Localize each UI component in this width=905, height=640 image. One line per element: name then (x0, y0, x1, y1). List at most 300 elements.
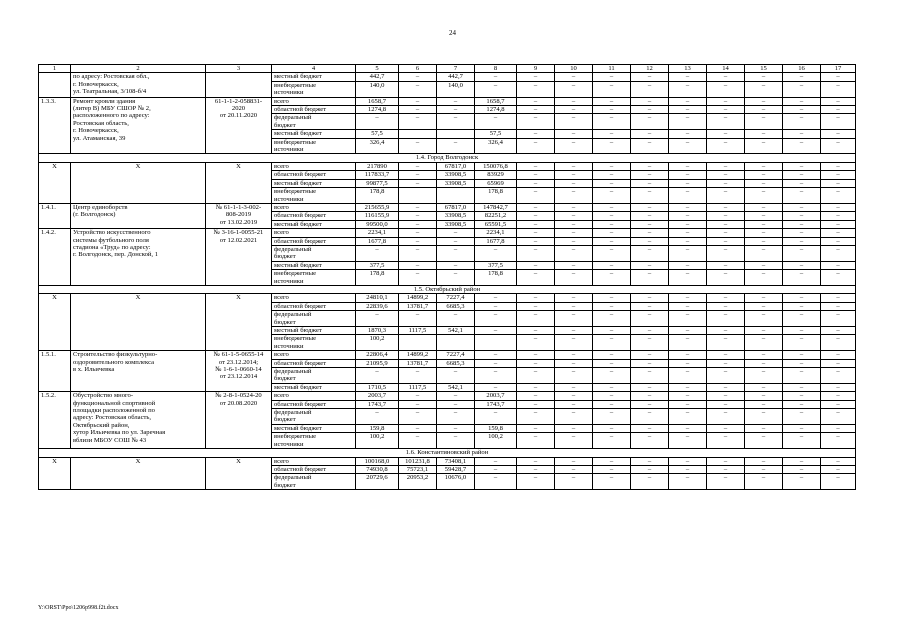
value-col-9: – (517, 335, 555, 351)
funding-source: местный бюджет (272, 424, 356, 432)
table-row (39, 162, 856, 170)
value-col-6: 14899,2 (399, 351, 437, 359)
value-col-6: 101231,8 (399, 457, 437, 465)
value-col-5: 442,7 (356, 73, 399, 81)
value-col-7: 542,1 (437, 383, 475, 391)
item-name: Ремонт кровли здания (литер В) МБУ СШОР № 2, расположенного по адресу: Ростовская область, г. Новочеркасск, ул. Атаманская, 39 (71, 97, 206, 154)
value-col-8: 178,8 (475, 270, 517, 286)
value-col-11: – (593, 97, 631, 105)
file-path-footer: Y:\ORST\Ppo\1206p998.f2t.docx (38, 605, 119, 611)
funding-source: местный бюджет (272, 383, 356, 391)
value-col-16: – (783, 400, 821, 408)
table-row (39, 392, 856, 400)
budget-table (38, 64, 856, 490)
value-col-11: – (593, 245, 631, 261)
value-col-15: – (745, 130, 783, 138)
value-col-16: – (783, 270, 821, 286)
value-col-17: – (821, 368, 856, 384)
value-col-8: 2234,1 (475, 229, 517, 237)
value-col-9: – (517, 245, 555, 261)
value-col-16: – (783, 106, 821, 114)
value-col-12: – (631, 368, 669, 384)
value-col-13: – (669, 245, 707, 261)
value-col-14: – (707, 179, 745, 187)
value-col-17: – (821, 73, 856, 81)
value-col-15: – (745, 433, 783, 449)
funding-source: областной бюджет (272, 400, 356, 408)
value-col-5: 117833,7 (356, 171, 399, 179)
value-col-6: – (399, 424, 437, 432)
value-col-12: – (631, 229, 669, 237)
value-col-7: – (437, 97, 475, 105)
value-col-12: – (631, 220, 669, 228)
value-col-11: – (593, 162, 631, 170)
value-col-6: 20953,2 (399, 474, 437, 490)
value-col-8 (475, 335, 517, 351)
value-col-16: – (783, 229, 821, 237)
funding-source: областной бюджет (272, 106, 356, 114)
value-col-13: – (669, 433, 707, 449)
value-col-7: – (437, 368, 475, 384)
value-col-13: – (669, 179, 707, 187)
value-col-16: – (783, 245, 821, 261)
value-col-12: – (631, 359, 669, 367)
section-title-row (39, 154, 856, 162)
value-col-5: 2234,1 (356, 229, 399, 237)
value-col-12: – (631, 114, 669, 130)
value-col-5: 1677,8 (356, 237, 399, 245)
value-col-17: – (821, 465, 856, 473)
value-col-13: – (669, 261, 707, 269)
funding-source: всего (272, 457, 356, 465)
value-col-5: 1274,8 (356, 106, 399, 114)
value-col-10: – (555, 383, 593, 391)
value-col-16: – (783, 73, 821, 81)
value-col-13: – (669, 188, 707, 204)
value-col-16: – (783, 302, 821, 310)
item-name: Обустройство много- функциональной спортивной площадки расположенной по адресу: Ростовская область, Октябрьский район, хутор Ильичевка по ул. Заречная вблизи МБОУ СОШ № 43 (71, 392, 206, 449)
value-col-8: 1274,8 (475, 106, 517, 114)
value-col-16: – (783, 130, 821, 138)
value-col-10: – (555, 433, 593, 449)
value-col-14: – (707, 229, 745, 237)
value-col-10: – (555, 351, 593, 359)
value-col-7: – (437, 106, 475, 114)
value-col-8: – (475, 81, 517, 97)
value-col-6: 14899,2 (399, 294, 437, 302)
value-col-6: – (399, 97, 437, 105)
value-col-11: – (593, 359, 631, 367)
value-col-10: – (555, 212, 593, 220)
value-col-14: – (707, 73, 745, 81)
value-col-16: – (783, 212, 821, 220)
item-document: 61-1-1-2-058831- 2020 от 20.11.2020 (206, 97, 272, 154)
value-col-11: – (593, 302, 631, 310)
value-col-15: – (745, 261, 783, 269)
value-col-10: – (555, 294, 593, 302)
value-col-10: – (555, 368, 593, 384)
value-col-7: – (437, 245, 475, 261)
value-col-12: – (631, 392, 669, 400)
value-col-13: – (669, 106, 707, 114)
value-col-8: – (475, 302, 517, 310)
value-col-6: – (399, 400, 437, 408)
value-col-16: – (783, 335, 821, 351)
value-col-17: – (821, 171, 856, 179)
value-col-7: – (437, 114, 475, 130)
value-col-14: – (707, 212, 745, 220)
value-col-7 (437, 130, 475, 138)
funding-source: местный бюджет (272, 327, 356, 335)
value-col-6: – (399, 162, 437, 170)
value-col-15: – (745, 392, 783, 400)
item-document: X (206, 162, 272, 203)
item-document: № 61-1-5-0655-14 от 23.12.2014; № 1-6-1-0660-14 от 23.12.2014 (206, 351, 272, 392)
column-header-7: 7 (437, 65, 475, 73)
column-header-6: 6 (399, 65, 437, 73)
value-col-10: – (555, 261, 593, 269)
value-col-10: – (555, 327, 593, 335)
table-row (39, 73, 856, 81)
funding-source: местный бюджет (272, 130, 356, 138)
value-col-15: – (745, 327, 783, 335)
value-col-15: – (745, 81, 783, 97)
value-col-5: 217890 (356, 162, 399, 170)
item-name: Строительство физкультурно- оздоровительного комплекса в х. Ильичевка (71, 351, 206, 392)
value-col-10: – (555, 188, 593, 204)
value-col-11: – (593, 311, 631, 327)
value-col-13: – (669, 97, 707, 105)
value-col-8: 65969 (475, 179, 517, 187)
value-col-15: – (745, 383, 783, 391)
value-col-13: – (669, 270, 707, 286)
value-col-7: – (437, 261, 475, 269)
value-col-13: – (669, 311, 707, 327)
value-col-16: – (783, 359, 821, 367)
value-col-10: – (555, 237, 593, 245)
value-col-14: – (707, 220, 745, 228)
table-row (39, 203, 856, 211)
funding-source: внебюджетные источники (272, 188, 356, 204)
value-col-6: – (399, 245, 437, 261)
value-col-10: – (555, 97, 593, 105)
value-col-17: – (821, 188, 856, 204)
value-col-12: – (631, 203, 669, 211)
value-col-7: 33908,5 (437, 220, 475, 228)
value-col-11: – (593, 335, 631, 351)
value-col-7: 542,1 (437, 327, 475, 335)
item-number: 1.4.1. (39, 203, 71, 228)
value-col-10: – (555, 245, 593, 261)
value-col-16: – (783, 179, 821, 187)
item-document: X (206, 457, 272, 490)
value-col-8: – (475, 368, 517, 384)
value-col-9: – (517, 81, 555, 97)
value-col-8: – (475, 245, 517, 261)
value-col-5: 326,4 (356, 138, 399, 154)
value-col-7: – (437, 270, 475, 286)
value-col-12: – (631, 237, 669, 245)
value-col-17: – (821, 106, 856, 114)
value-col-17: – (821, 245, 856, 261)
value-col-14: – (707, 294, 745, 302)
column-header-1: 1 (39, 65, 71, 73)
value-col-13: – (669, 171, 707, 179)
table-row (39, 457, 856, 465)
value-col-5: 377,5 (356, 261, 399, 269)
value-col-16: – (783, 465, 821, 473)
value-col-14: – (707, 359, 745, 367)
value-col-14: – (707, 327, 745, 335)
value-col-15: – (745, 179, 783, 187)
value-col-5: 20729,6 (356, 474, 399, 490)
value-col-12: – (631, 212, 669, 220)
value-col-6: – (399, 433, 437, 449)
value-col-14: – (707, 474, 745, 490)
value-col-6: – (399, 311, 437, 327)
value-col-15: – (745, 229, 783, 237)
value-col-9: – (517, 261, 555, 269)
value-col-10: – (555, 73, 593, 81)
value-col-17: – (821, 229, 856, 237)
value-col-13: – (669, 351, 707, 359)
value-col-6: – (399, 81, 437, 97)
value-col-5: 99877,5 (356, 179, 399, 187)
value-col-9: – (517, 270, 555, 286)
value-col-10: – (555, 424, 593, 432)
value-col-17: – (821, 351, 856, 359)
value-col-13: – (669, 465, 707, 473)
value-col-7: – (437, 392, 475, 400)
value-col-17: – (821, 294, 856, 302)
table-row (39, 351, 856, 359)
value-col-12: – (631, 171, 669, 179)
column-header-3: 3 (206, 65, 272, 73)
value-col-14: – (707, 424, 745, 432)
value-col-11: – (593, 457, 631, 465)
value-col-8: – (475, 73, 517, 81)
value-col-8: – (475, 457, 517, 465)
value-col-7: 33908,5 (437, 179, 475, 187)
value-col-13: – (669, 400, 707, 408)
value-col-12: – (631, 433, 669, 449)
value-col-13: – (669, 237, 707, 245)
value-col-7: 7227,4 (437, 294, 475, 302)
value-col-11: – (593, 400, 631, 408)
value-col-16: – (783, 383, 821, 391)
value-col-7: – (437, 311, 475, 327)
value-col-10: – (555, 465, 593, 473)
value-col-12: – (631, 188, 669, 204)
value-col-12: – (631, 327, 669, 335)
value-col-15: – (745, 138, 783, 154)
value-col-12: – (631, 179, 669, 187)
section-title: 1.4. Город Волгодонск (39, 154, 856, 162)
value-col-11: – (593, 237, 631, 245)
value-col-16: – (783, 433, 821, 449)
value-col-15: – (745, 114, 783, 130)
column-header-17: 17 (821, 65, 856, 73)
value-col-14: – (707, 368, 745, 384)
value-col-10: – (555, 81, 593, 97)
value-col-17: – (821, 335, 856, 351)
value-col-6: – (399, 409, 437, 425)
value-col-13: – (669, 294, 707, 302)
value-col-14: – (707, 245, 745, 261)
value-col-11: – (593, 261, 631, 269)
value-col-9: – (517, 114, 555, 130)
value-col-6 (399, 188, 437, 204)
column-header-8: 8 (475, 65, 517, 73)
item-name: Центр единоборств (г. Волгодонск) (71, 203, 206, 228)
table-row (39, 97, 856, 105)
value-col-13: – (669, 392, 707, 400)
value-col-10: – (555, 392, 593, 400)
value-col-11: – (593, 327, 631, 335)
value-col-7: 6685,3 (437, 359, 475, 367)
value-col-5: 116155,9 (356, 212, 399, 220)
value-col-16: – (783, 220, 821, 228)
value-col-12: – (631, 130, 669, 138)
value-col-12: – (631, 106, 669, 114)
value-col-5: 21095,9 (356, 359, 399, 367)
value-col-13: – (669, 73, 707, 81)
funding-source: областной бюджет (272, 465, 356, 473)
funding-source: всего (272, 351, 356, 359)
value-col-12: – (631, 400, 669, 408)
value-col-14: – (707, 261, 745, 269)
funding-source: внебюджетные источники (272, 270, 356, 286)
value-col-9: – (517, 171, 555, 179)
value-col-8: 326,4 (475, 138, 517, 154)
value-col-14: – (707, 162, 745, 170)
value-col-5: 100,2 (356, 335, 399, 351)
item-document: X (206, 294, 272, 351)
value-col-5: 57,5 (356, 130, 399, 138)
funding-source: местный бюджет (272, 220, 356, 228)
value-col-15: – (745, 212, 783, 220)
value-col-17: – (821, 130, 856, 138)
item-number: X (39, 294, 71, 351)
value-col-7 (437, 188, 475, 204)
value-col-11: – (593, 106, 631, 114)
value-col-7: 59428,7 (437, 465, 475, 473)
value-col-9: – (517, 220, 555, 228)
value-col-6: 1117,5 (399, 327, 437, 335)
value-col-14: – (707, 302, 745, 310)
funding-source: всего (272, 97, 356, 105)
value-col-11: – (593, 424, 631, 432)
value-col-14: – (707, 400, 745, 408)
value-col-8: – (475, 311, 517, 327)
funding-source: внебюджетные источники (272, 335, 356, 351)
value-col-14: – (707, 130, 745, 138)
funding-source: федеральный бюджет (272, 245, 356, 261)
funding-source: федеральный бюджет (272, 114, 356, 130)
value-col-13: – (669, 359, 707, 367)
value-col-9: – (517, 465, 555, 473)
section-title: 1.6. Константиновский район (39, 449, 856, 457)
value-col-10: – (555, 400, 593, 408)
value-col-6: 1117,5 (399, 383, 437, 391)
item-name: X (71, 457, 206, 490)
value-col-8: 147842,7 (475, 203, 517, 211)
value-col-6: – (399, 114, 437, 130)
value-col-10: – (555, 138, 593, 154)
value-col-11: – (593, 409, 631, 425)
value-col-12: – (631, 245, 669, 261)
value-col-16: – (783, 188, 821, 204)
value-col-16: – (783, 81, 821, 97)
value-col-15: – (745, 465, 783, 473)
value-col-12: – (631, 465, 669, 473)
value-col-15: – (745, 409, 783, 425)
value-col-6: – (399, 171, 437, 179)
value-col-10: – (555, 171, 593, 179)
funding-source: внебюджетные источники (272, 138, 356, 154)
value-col-8: – (475, 383, 517, 391)
value-col-8: – (475, 409, 517, 425)
funding-source: федеральный бюджет (272, 311, 356, 327)
value-col-11: – (593, 383, 631, 391)
value-col-5: 100,2 (356, 433, 399, 449)
value-col-7: – (437, 433, 475, 449)
value-col-8: – (475, 465, 517, 473)
value-col-5: – (356, 311, 399, 327)
value-col-6: 13781,7 (399, 359, 437, 367)
value-col-11: – (593, 229, 631, 237)
value-col-9: – (517, 474, 555, 490)
header-row (39, 65, 856, 73)
value-col-11: – (593, 188, 631, 204)
value-col-9: – (517, 409, 555, 425)
funding-source: областной бюджет (272, 302, 356, 310)
value-col-11: – (593, 179, 631, 187)
value-col-11: – (593, 220, 631, 228)
value-col-10: – (555, 457, 593, 465)
value-col-15: – (745, 311, 783, 327)
value-col-10: – (555, 203, 593, 211)
value-col-5: – (356, 114, 399, 130)
value-col-17: – (821, 220, 856, 228)
value-col-7: 73408,1 (437, 457, 475, 465)
value-col-13: – (669, 368, 707, 384)
value-col-12: – (631, 457, 669, 465)
value-col-8: 178,8 (475, 188, 517, 204)
item-number: X (39, 162, 71, 203)
value-col-5: 1710,5 (356, 383, 399, 391)
value-col-16: – (783, 171, 821, 179)
value-col-10: – (555, 220, 593, 228)
value-col-17: – (821, 327, 856, 335)
value-col-8: – (475, 359, 517, 367)
value-col-12: – (631, 335, 669, 351)
value-col-9: – (517, 392, 555, 400)
value-col-12: – (631, 302, 669, 310)
value-col-14: – (707, 433, 745, 449)
value-col-9: – (517, 130, 555, 138)
value-col-14: – (707, 203, 745, 211)
value-col-9: – (517, 311, 555, 327)
value-col-16: – (783, 409, 821, 425)
value-col-11: – (593, 203, 631, 211)
funding-source: местный бюджет (272, 179, 356, 187)
value-col-9: – (517, 457, 555, 465)
funding-source: местный бюджет (272, 73, 356, 81)
item-number: 1.3.3. (39, 97, 71, 154)
value-col-17: – (821, 383, 856, 391)
funding-source: федеральный бюджет (272, 368, 356, 384)
